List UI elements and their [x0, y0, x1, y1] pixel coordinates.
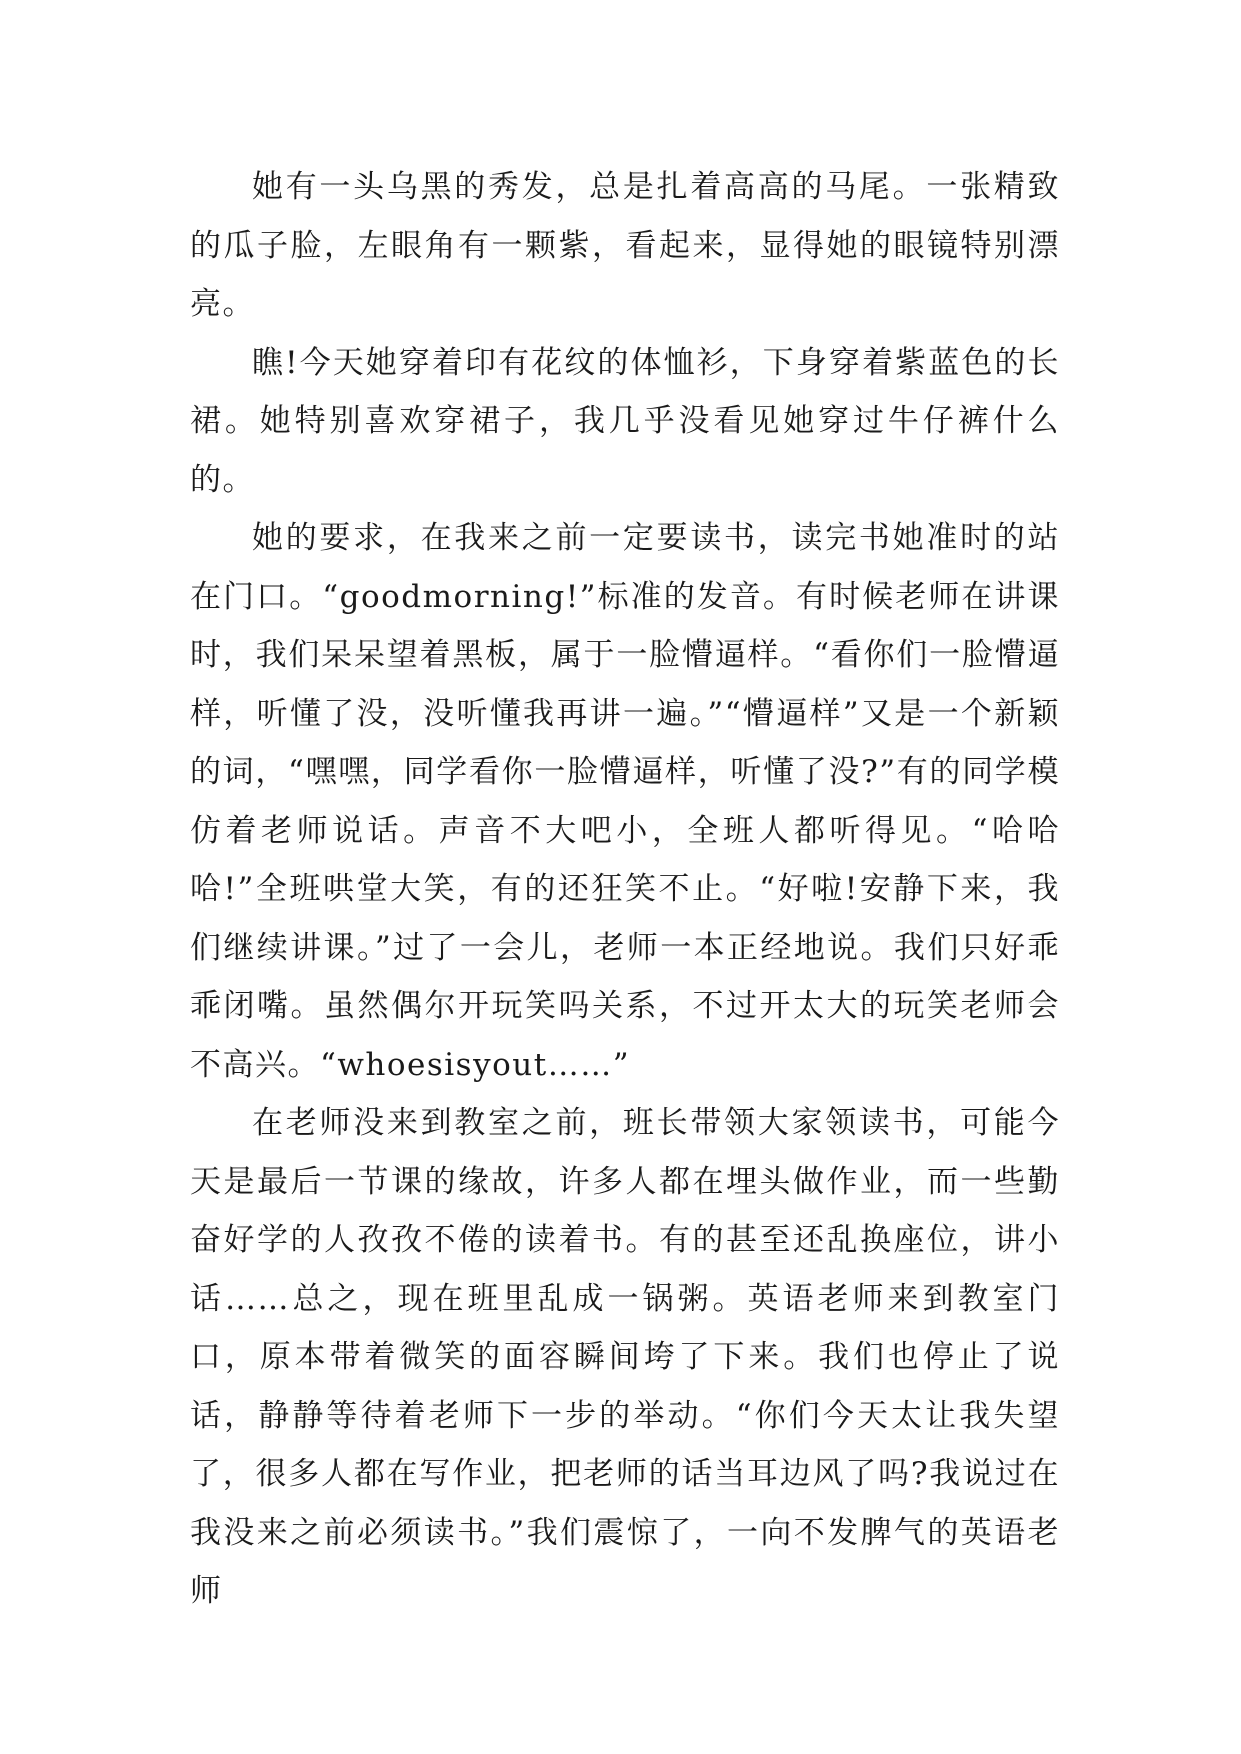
document-body: [190, 158, 1060, 1621]
paragraph-2: 瞧!今天她穿着印有花纹的体恤衫，下身穿着紫蓝色的长裙。她特别喜欢穿裙子，我几乎没看见她穿过牛仔裤什么的。: [190, 344, 1060, 498]
paragraph-3: 她的要求，在我来之前一定要读书，读完书她准时的站在门口。“goodmorning!”标准的发音。有时候老师在讲课时，我们呆呆望着黑板，属于一脸懵逼样。“看你们一脸懵逼样，听懂了没，没听懂我再讲一遍。”“懵逼样”又是一个新颖的词，“嘿嘿，同学看你一脸懵逼样，听懂了没?”有的同学模仿着老师说话。声音不大吧小，全班人都听得见。“哈哈哈!”全班哄堂大笑，有的还狂笑不止。“好啦!安静下来，我们继续讲课。”过了一会儿，老师一本正经地说。我们只好乖乖闭嘴。虽然偶尔开玩笑吗关系，不过开太大的玩笑老师会不高兴。“whoesisyout……”: [190, 520, 1060, 1083]
paragraph-1: 她有一头乌黑的秀发，总是扎着高高的马尾。一张精致的瓜子脸，左眼角有一颗紫，看起来，显得她的眼镜特别漂亮。: [190, 169, 1060, 322]
paragraph-4: 在老师没来到教室之前，班长带领大家领读书，可能今天是最后一节课的缘故，许多人都在埋头做作业，而一些勤奋好学的人孜孜不倦的读着书。有的甚至还乱换座位，讲小话……总之，现在班里乱成一锅粥。英语老师来到教室门口，原本带着微笑的面容瞬间垮了下来。我们也停止了说话，静静等待着老师下一步的举动。“你们今天太让我失望了，很多人都在写作业，把老师的话当耳边风了吗?我说过在我没来之前必须读书。”我们震惊了，一向不发脾气的英语老师: [190, 1105, 1060, 1609]
